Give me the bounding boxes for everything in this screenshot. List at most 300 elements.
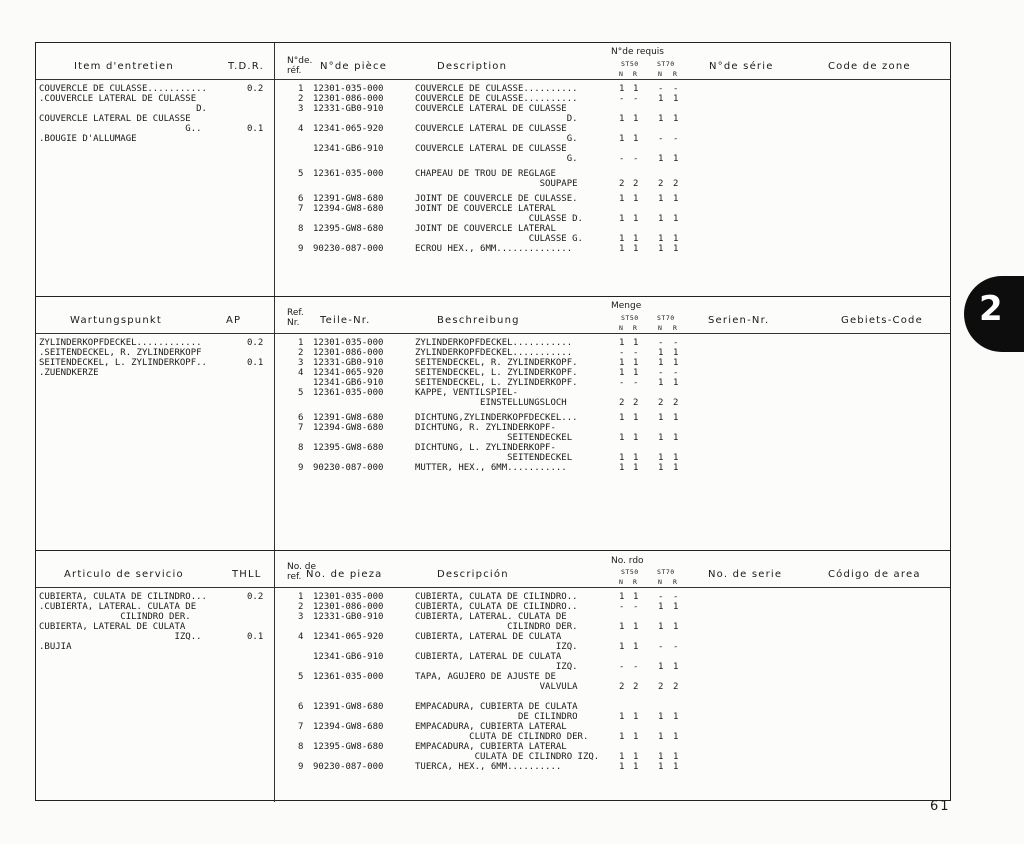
part-ref-number: 2 bbox=[298, 348, 304, 358]
part-description: G. bbox=[415, 134, 578, 144]
part-qty: 1 bbox=[619, 244, 625, 254]
part-qty: 2 bbox=[658, 682, 664, 692]
part-ref-number: 1 bbox=[298, 84, 304, 94]
part-row[interactable] bbox=[36, 84, 950, 94]
part-qty: - bbox=[619, 378, 625, 388]
part-description: D. bbox=[415, 114, 578, 124]
part-description: DICHTUNG, R. ZYLINDERKOPF- bbox=[415, 423, 556, 433]
part-qty: 1 bbox=[619, 358, 625, 368]
service-item-value: 0.2 bbox=[247, 338, 264, 348]
header-nr-label: N bbox=[658, 578, 663, 586]
part-qty: 1 bbox=[658, 154, 664, 164]
part-description: MUTTER, HEX., 6MM........... bbox=[415, 463, 567, 473]
part-qty: 1 bbox=[619, 368, 625, 378]
part-qty: 1 bbox=[673, 433, 679, 443]
part-qty: - bbox=[633, 662, 639, 672]
part-qty: 1 bbox=[633, 752, 639, 762]
header-description[interactable]: Description bbox=[437, 61, 508, 72]
part-ref-number: 8 bbox=[298, 224, 304, 234]
part-description: DICHTUNG,ZYLINDERKOPFDECKEL... bbox=[415, 413, 578, 423]
part-description: CLUTA DE CILINDRO DER. bbox=[415, 732, 589, 742]
part-qty: 1 bbox=[633, 134, 639, 144]
header-service-abbr[interactable]: T.D.R. bbox=[228, 61, 264, 72]
part-qty: 2 bbox=[619, 682, 625, 692]
part-description: IZQ. bbox=[415, 642, 578, 652]
part-description: COUVERCLE LATERAL DE CULASSE bbox=[415, 124, 567, 134]
header-serial-no[interactable]: No. de serie bbox=[708, 569, 783, 580]
part-qty: - bbox=[658, 368, 664, 378]
part-ref-number: 5 bbox=[298, 388, 304, 398]
service-item-text: G.. bbox=[39, 124, 202, 134]
part-qty: 1 bbox=[619, 463, 625, 473]
part-qty: 1 bbox=[619, 453, 625, 463]
header-area-code[interactable]: Gebiets-Code bbox=[841, 315, 923, 326]
part-qty: - bbox=[619, 94, 625, 104]
part-ref-number: 7 bbox=[298, 722, 304, 732]
part-qty: - bbox=[673, 338, 679, 348]
part-number: 12301-035-000 bbox=[313, 592, 384, 602]
service-item-text: CUBIERTA, LATERAL DE CULATA bbox=[39, 622, 186, 632]
part-row[interactable] bbox=[36, 124, 950, 144]
part-qty: 2 bbox=[619, 179, 625, 189]
part-ref-number: 5 bbox=[298, 672, 304, 682]
header-nr-label: N bbox=[658, 70, 663, 78]
header-serial-no[interactable]: Serien-Nr. bbox=[708, 315, 770, 326]
part-qty: - bbox=[619, 154, 625, 164]
part-row[interactable] bbox=[36, 224, 950, 244]
part-qty: 1 bbox=[673, 154, 679, 164]
part-row[interactable] bbox=[36, 742, 950, 762]
header-service-item[interactable]: Articulo de servicio bbox=[64, 569, 184, 580]
part-qty: 1 bbox=[633, 712, 639, 722]
section-es bbox=[36, 551, 950, 802]
part-qty: 1 bbox=[619, 642, 625, 652]
part-row[interactable] bbox=[36, 94, 950, 104]
part-row[interactable] bbox=[36, 762, 950, 772]
part-number: 12391-GW8-680 bbox=[313, 702, 384, 712]
part-qty: 1 bbox=[619, 752, 625, 762]
part-number: 12361-035-000 bbox=[313, 672, 384, 682]
part-qty: 1 bbox=[633, 358, 639, 368]
header-serial-no[interactable]: N°de série bbox=[709, 61, 774, 72]
part-number: 12331-GB0-910 bbox=[313, 612, 384, 622]
service-item-text: .SEITENDECKEL, R. ZYLINDERKOPF bbox=[39, 348, 202, 358]
service-item-text: .CUBIERTA, LATERAL. CULATA DE bbox=[39, 602, 197, 612]
part-row[interactable] bbox=[36, 632, 950, 652]
part-row[interactable] bbox=[36, 104, 950, 124]
part-description: SEITENDECKEL bbox=[415, 433, 573, 443]
header-service-abbr[interactable]: AP bbox=[226, 315, 242, 326]
part-number: 12395-GW8-680 bbox=[313, 742, 384, 752]
part-number: 12394-GW8-680 bbox=[313, 423, 384, 433]
service-item-text: SEITENDECKEL, L. ZYLINDERKOPF.. bbox=[39, 358, 207, 368]
part-qty: 1 bbox=[633, 642, 639, 652]
part-description: COUVERCLE DE CULASSE.......... bbox=[415, 84, 578, 94]
header-description[interactable]: Descripción bbox=[437, 569, 509, 580]
part-ref-number: 6 bbox=[298, 413, 304, 423]
header-service-abbr[interactable]: THLL bbox=[232, 569, 262, 580]
part-qty: 1 bbox=[633, 244, 639, 254]
part-qty: 1 bbox=[658, 194, 664, 204]
part-number: 12341-065-920 bbox=[313, 124, 384, 134]
service-item-value: 0.1 bbox=[247, 632, 264, 642]
part-ref-number: 6 bbox=[298, 702, 304, 712]
header-ref-no-line1[interactable]: No. de bbox=[287, 562, 317, 572]
part-ref-number: 1 bbox=[298, 338, 304, 348]
section-header bbox=[36, 551, 950, 588]
service-item-text: .COUVERCLE LATERAL DE CULASSE bbox=[39, 94, 197, 104]
part-description: SEITENDECKEL, L. ZYLINDERKOPF. bbox=[415, 378, 578, 388]
part-ref-number: 2 bbox=[298, 94, 304, 104]
part-qty: 1 bbox=[633, 413, 639, 423]
part-ref-number: 3 bbox=[298, 612, 304, 622]
part-row[interactable] bbox=[36, 194, 950, 204]
part-qty: 1 bbox=[619, 732, 625, 742]
service-item-text: CUBIERTA, CULATA DE CILINDRO... bbox=[39, 592, 207, 602]
part-qty: 1 bbox=[619, 338, 625, 348]
part-ref-number: 8 bbox=[298, 742, 304, 752]
part-qty: 1 bbox=[658, 463, 664, 473]
part-qty: 1 bbox=[619, 762, 625, 772]
part-number: 12394-GW8-680 bbox=[313, 722, 384, 732]
part-row[interactable] bbox=[36, 463, 950, 473]
part-qty: 1 bbox=[673, 358, 679, 368]
part-qty: 1 bbox=[673, 348, 679, 358]
part-row[interactable] bbox=[36, 702, 950, 722]
part-qty: 1 bbox=[633, 622, 639, 632]
part-number: 90230-087-000 bbox=[313, 463, 384, 473]
part-qty: 1 bbox=[673, 622, 679, 632]
part-qty: 2 bbox=[633, 398, 639, 408]
part-description: CUBIERTA, CULATA DE CILINDRO.. bbox=[415, 592, 578, 602]
part-qty: 1 bbox=[673, 413, 679, 423]
part-qty: 1 bbox=[658, 712, 664, 722]
part-qty: - bbox=[633, 378, 639, 388]
part-number: 12361-035-000 bbox=[313, 388, 384, 398]
service-item-value: 0.2 bbox=[247, 84, 264, 94]
part-qty: - bbox=[673, 642, 679, 652]
part-row[interactable] bbox=[36, 652, 950, 672]
service-item-text: IZQ.. bbox=[39, 632, 202, 642]
part-qty: 1 bbox=[633, 453, 639, 463]
header-ref-no-line2[interactable]: ref. bbox=[287, 572, 302, 582]
part-qty: 1 bbox=[619, 712, 625, 722]
part-qty: 1 bbox=[619, 194, 625, 204]
service-item-text: .BOUGIE D'ALLUMAGE bbox=[39, 134, 137, 144]
part-qty: - bbox=[633, 602, 639, 612]
part-qty: 1 bbox=[673, 194, 679, 204]
part-qty: - bbox=[673, 84, 679, 94]
part-number: 12331-GB0-910 bbox=[313, 104, 384, 114]
part-qty: - bbox=[658, 84, 664, 94]
part-qty: - bbox=[658, 134, 664, 144]
part-description: COUVERCLE LATERAL DE CULASSE bbox=[415, 104, 567, 114]
header-part-no[interactable]: No. de pieza bbox=[306, 569, 383, 580]
part-ref-number: 5 bbox=[298, 169, 304, 179]
part-qty: 1 bbox=[619, 234, 625, 244]
part-number: 12301-086-000 bbox=[313, 602, 384, 612]
header-description[interactable]: Beschreibung bbox=[437, 315, 520, 326]
part-number: 12301-086-000 bbox=[313, 348, 384, 358]
part-qty: 1 bbox=[658, 114, 664, 124]
part-number: 12391-GW8-680 bbox=[313, 413, 384, 423]
part-ref-number: 2 bbox=[298, 602, 304, 612]
part-description: CULASSE G. bbox=[415, 234, 583, 244]
part-ref-number: 9 bbox=[298, 244, 304, 254]
header-nr-label: R bbox=[673, 324, 678, 332]
part-qty: 1 bbox=[633, 762, 639, 772]
part-number: 12301-035-000 bbox=[313, 338, 384, 348]
part-qty: 1 bbox=[673, 602, 679, 612]
part-number: 12331-GB0-910 bbox=[313, 358, 384, 368]
header-part-no[interactable]: Teile-Nr. bbox=[320, 315, 371, 326]
variant-label-st70: ST70 bbox=[657, 314, 675, 322]
part-description: DICHTUNG, L. ZYLINDERKOPF- bbox=[415, 443, 556, 453]
part-description: EMPACADURA, CUBIERTA LATERAL bbox=[415, 722, 567, 732]
service-item-text: .BUJIA bbox=[39, 642, 72, 652]
section-fr bbox=[36, 43, 950, 297]
part-qty: 1 bbox=[633, 114, 639, 124]
part-qty: 1 bbox=[673, 752, 679, 762]
page-number: 61 bbox=[930, 799, 951, 814]
part-description: CUBIERTA, CULATA DE CILINDRO.. bbox=[415, 602, 578, 612]
part-number: 12341-065-920 bbox=[313, 632, 384, 642]
part-row[interactable] bbox=[36, 368, 950, 378]
part-description: G. bbox=[415, 154, 578, 164]
part-number: 12361-035-000 bbox=[313, 169, 384, 179]
part-qty: 1 bbox=[673, 463, 679, 473]
part-qty: 1 bbox=[619, 114, 625, 124]
part-ref-number: 1 bbox=[298, 592, 304, 602]
section-de bbox=[36, 297, 950, 551]
part-qty: 1 bbox=[619, 622, 625, 632]
part-number: 12391-GW8-680 bbox=[313, 194, 384, 204]
part-qty: 1 bbox=[658, 244, 664, 254]
part-qty: - bbox=[633, 154, 639, 164]
part-qty: 1 bbox=[658, 214, 664, 224]
part-ref-number: 9 bbox=[298, 463, 304, 473]
part-qty: 2 bbox=[658, 398, 664, 408]
part-qty: - bbox=[658, 642, 664, 652]
part-number: 12341-065-920 bbox=[313, 368, 384, 378]
part-number: 12301-035-000 bbox=[313, 84, 384, 94]
part-qty: 1 bbox=[658, 622, 664, 632]
part-row[interactable] bbox=[36, 602, 950, 612]
part-qty: 1 bbox=[658, 358, 664, 368]
part-qty: 1 bbox=[673, 378, 679, 388]
part-ref-number: 3 bbox=[298, 358, 304, 368]
service-item-text: CILINDRO DER. bbox=[39, 612, 191, 622]
header-nr-label: R bbox=[673, 70, 678, 78]
part-description: CUBIERTA, LATERAL DE CULATA bbox=[415, 632, 562, 642]
part-qty: - bbox=[658, 338, 664, 348]
part-qty: 1 bbox=[658, 234, 664, 244]
part-qty: - bbox=[673, 134, 679, 144]
header-qty-title[interactable]: Menge bbox=[611, 301, 642, 311]
part-qty: 1 bbox=[619, 84, 625, 94]
part-qty: - bbox=[633, 94, 639, 104]
part-qty: 2 bbox=[633, 179, 639, 189]
part-description: COUVERCLE LATERAL DE CULASSE bbox=[415, 144, 567, 154]
header-part-no[interactable]: N°de pièce bbox=[320, 61, 388, 72]
part-row[interactable] bbox=[36, 443, 950, 463]
chapter-tab bbox=[964, 276, 1024, 352]
part-row[interactable] bbox=[36, 413, 950, 423]
header-area-code[interactable]: Code de zone bbox=[828, 61, 911, 72]
part-row[interactable] bbox=[36, 204, 950, 224]
part-qty: 1 bbox=[673, 662, 679, 672]
part-qty: 1 bbox=[673, 114, 679, 124]
part-description: VALVULA bbox=[415, 682, 578, 692]
header-nr-label: R bbox=[673, 578, 678, 586]
header-qty-title[interactable]: N°de requis bbox=[611, 47, 664, 57]
part-row[interactable] bbox=[36, 144, 950, 164]
part-qty: 1 bbox=[633, 84, 639, 94]
header-nr-label: R bbox=[633, 324, 638, 332]
part-description: KAPPE, VENTILSPIEL- bbox=[415, 388, 518, 398]
variant-label-st70: ST70 bbox=[657, 568, 675, 576]
part-description: JOINT DE COUVERCLE DE CULASSE. bbox=[415, 194, 578, 204]
part-qty: - bbox=[619, 662, 625, 672]
variant-label-st50: ST50 bbox=[621, 568, 639, 576]
part-ref-number: 7 bbox=[298, 423, 304, 433]
part-description: SEITENDECKEL bbox=[415, 453, 573, 463]
part-qty: 2 bbox=[673, 398, 679, 408]
section-header bbox=[36, 43, 950, 80]
header-service-item[interactable]: Wartungspunkt bbox=[70, 315, 162, 326]
part-number: 12301-086-000 bbox=[313, 94, 384, 104]
part-qty: 1 bbox=[633, 214, 639, 224]
part-qty: 1 bbox=[633, 433, 639, 443]
part-ref-number: 3 bbox=[298, 104, 304, 114]
part-ref-number: 4 bbox=[298, 368, 304, 378]
part-qty: - bbox=[673, 592, 679, 602]
part-qty: 1 bbox=[673, 244, 679, 254]
part-qty: 1 bbox=[633, 463, 639, 473]
part-description: SOUPAPE bbox=[415, 179, 578, 189]
section-header bbox=[36, 297, 950, 334]
part-description: ZYLINDERKOPFDECKEL........... bbox=[415, 348, 573, 358]
part-row[interactable] bbox=[36, 672, 950, 692]
part-description: CULATA DE CILINDRO IZQ. bbox=[415, 752, 600, 762]
part-qty: 2 bbox=[673, 179, 679, 189]
part-ref-number: 6 bbox=[298, 194, 304, 204]
part-number: 12341-GB6-910 bbox=[313, 652, 384, 662]
part-qty: 1 bbox=[658, 413, 664, 423]
part-qty: - bbox=[658, 592, 664, 602]
header-ref-no-line1[interactable]: N°de. bbox=[287, 56, 313, 66]
part-qty: 2 bbox=[658, 179, 664, 189]
part-qty: 1 bbox=[673, 453, 679, 463]
header-qty-title[interactable]: No. rdo bbox=[611, 556, 644, 566]
part-qty: 1 bbox=[673, 732, 679, 742]
part-description: DE CILINDRO bbox=[415, 712, 578, 722]
header-ref-no-line2[interactable]: réf. bbox=[287, 66, 302, 76]
part-row[interactable] bbox=[36, 378, 950, 388]
parts-catalog-frame bbox=[35, 42, 951, 801]
header-nr-label: N bbox=[658, 324, 663, 332]
part-description: EMPACADURA, CUBIERTA DE CULATA bbox=[415, 702, 578, 712]
part-description: CUBIERTA, LATERAL DE CULATA bbox=[415, 652, 562, 662]
service-item-text: .ZUENDKERZE bbox=[39, 368, 99, 378]
part-qty: 1 bbox=[633, 592, 639, 602]
variant-label-st50: ST50 bbox=[621, 314, 639, 322]
part-qty: 1 bbox=[658, 453, 664, 463]
part-description: JOINT DE COUVERCLE LATERAL bbox=[415, 224, 556, 234]
part-description: EMPACADURA, CUBIERTA LATERAL bbox=[415, 742, 567, 752]
part-row[interactable] bbox=[36, 592, 950, 602]
part-qty: 1 bbox=[619, 592, 625, 602]
part-row[interactable] bbox=[36, 338, 950, 348]
header-area-code[interactable]: Código de area bbox=[828, 569, 921, 580]
part-row[interactable] bbox=[36, 722, 950, 742]
part-row[interactable] bbox=[36, 388, 950, 408]
part-qty: 2 bbox=[633, 682, 639, 692]
part-row[interactable] bbox=[36, 169, 950, 189]
part-qty: 1 bbox=[619, 433, 625, 443]
header-ref-no-line2[interactable]: Nr. bbox=[287, 318, 300, 328]
part-qty: - bbox=[633, 348, 639, 358]
part-qty: - bbox=[619, 348, 625, 358]
part-qty: 1 bbox=[673, 214, 679, 224]
part-description: ECROU HEX., 6MM.............. bbox=[415, 244, 573, 254]
part-qty: - bbox=[673, 368, 679, 378]
part-qty: 1 bbox=[633, 368, 639, 378]
part-description: CHAPEAU DE TROU DE REGLAGE bbox=[415, 169, 556, 179]
part-qty: 1 bbox=[658, 348, 664, 358]
header-nr-label: N bbox=[619, 70, 624, 78]
part-qty: 1 bbox=[673, 94, 679, 104]
part-qty: 1 bbox=[658, 378, 664, 388]
part-qty: 1 bbox=[619, 134, 625, 144]
part-ref-number: 4 bbox=[298, 632, 304, 642]
service-item-text: COUVERCLE LATERAL DE CULASSE bbox=[39, 114, 191, 124]
part-number: 12395-GW8-680 bbox=[313, 443, 384, 453]
header-nr-label: R bbox=[633, 578, 638, 586]
service-item-value: 0.2 bbox=[247, 592, 264, 602]
service-item-text: COUVERCLE DE CULASSE........... bbox=[39, 84, 207, 94]
part-qty: 1 bbox=[658, 762, 664, 772]
part-ref-number: 4 bbox=[298, 124, 304, 134]
part-number: 90230-087-000 bbox=[313, 762, 384, 772]
header-ref-no-line1[interactable]: Ref. bbox=[287, 308, 304, 318]
part-description: CUBIERTA, LATERAL. CULATA DE bbox=[415, 612, 567, 622]
part-row[interactable] bbox=[36, 358, 950, 368]
part-description: IZQ. bbox=[415, 662, 578, 672]
part-description: EINSTELLUNGSLOCH bbox=[415, 398, 567, 408]
variant-label-st50: ST50 bbox=[621, 60, 639, 68]
part-qty: 1 bbox=[658, 94, 664, 104]
part-qty: 1 bbox=[658, 732, 664, 742]
part-qty: 1 bbox=[658, 602, 664, 612]
part-row[interactable] bbox=[36, 348, 950, 358]
part-row[interactable] bbox=[36, 612, 950, 632]
chapter-tab-number: 2 bbox=[979, 289, 1003, 329]
part-qty: 1 bbox=[619, 214, 625, 224]
part-description: JOINT DE COUVERCLE LATERAL bbox=[415, 204, 556, 214]
part-number: 90230-087-000 bbox=[313, 244, 384, 254]
part-row[interactable] bbox=[36, 244, 950, 254]
part-description: TAPA, AGUJERO DE AJUSTE DE bbox=[415, 672, 556, 682]
part-description: ZYLINDERKOPFDECKEL........... bbox=[415, 338, 573, 348]
part-row[interactable] bbox=[36, 423, 950, 443]
part-description: SEITENDECKEL, L. ZYLINDERKOPF. bbox=[415, 368, 578, 378]
part-description: CULASSE D. bbox=[415, 214, 583, 224]
service-item-value: 0.1 bbox=[247, 124, 264, 134]
header-service-item[interactable]: Item d'entretien bbox=[74, 61, 174, 72]
variant-label-st70: ST70 bbox=[657, 60, 675, 68]
header-nr-label: N bbox=[619, 578, 624, 586]
